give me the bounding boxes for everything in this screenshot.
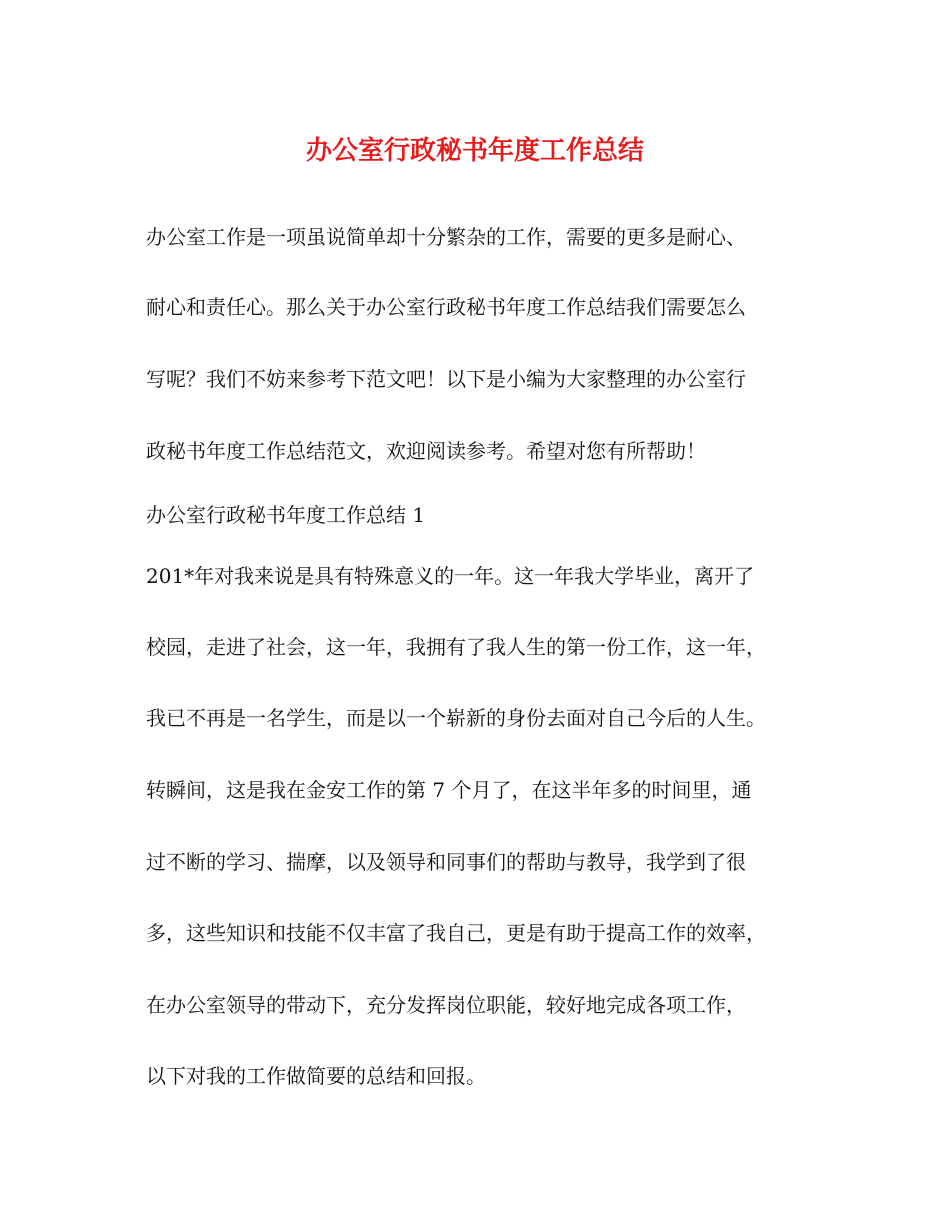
- body-line-3: 我已不再是一名学生，而是以一个崭新的身份去面对自己今后的人生。: [146, 706, 766, 730]
- intro-line-4: 政秘书年度工作总结范文，欢迎阅读参考。希望对您有所帮助！: [146, 439, 706, 463]
- body-line-1: 201*年对我来说是具有特殊意义的一年。这一年我大学毕业，离开了: [146, 564, 755, 588]
- body-line-6: 多，这些知识和技能不仅丰富了我自己，更是有助于提高工作的效率，: [146, 921, 766, 945]
- intro-line-2: 耐心和责任心。那么关于办公室行政秘书年度工作总结我们需要怎么: [146, 295, 746, 319]
- body-line-8: 以下对我的工作做简要的总结和回报。: [146, 1064, 486, 1088]
- body-line-7: 在办公室领导的带动下，充分发挥岗位职能，较好地完成各项工作，: [146, 993, 746, 1017]
- section-heading: 办公室行政秘书年度工作总结 1: [146, 503, 426, 527]
- document-title: 办公室行政秘书年度工作总结: [305, 136, 644, 166]
- intro-line-1: 办公室工作是一项虽说简单却十分繁杂的工作，需要的更多是耐心、: [146, 225, 746, 249]
- body-line-5: 过不断的学习、揣摩，以及领导和同事们的帮助与教导，我学到了很: [146, 850, 746, 874]
- intro-line-3: 写呢？我们不妨来参考下范文吧！以下是小编为大家整理的办公室行: [146, 367, 746, 391]
- body-line-2: 校园，走进了社会，这一年，我拥有了我人生的第一份工作，这一年，: [146, 635, 766, 659]
- body-line-4: 转瞬间，这是我在金安工作的第 7 个月了，在这半年多的时间里，通: [146, 778, 752, 802]
